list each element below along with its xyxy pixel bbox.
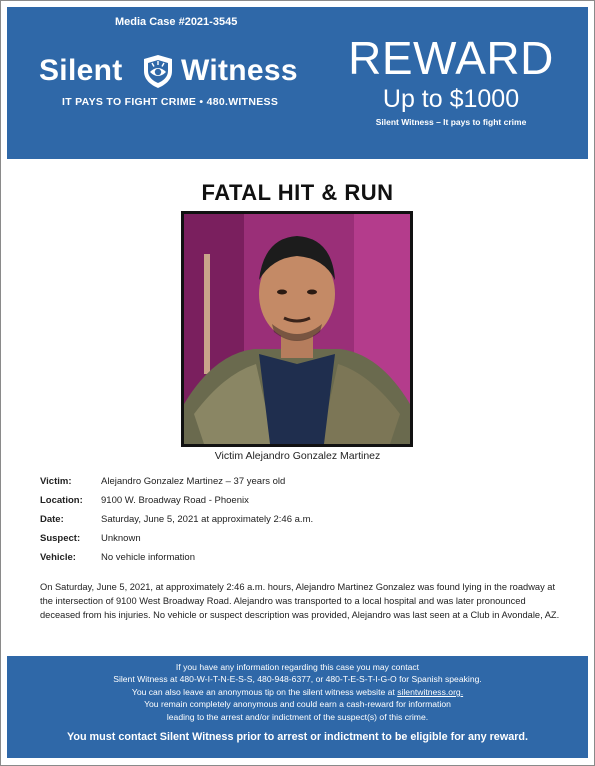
footer-line-website: [7, 686, 588, 698]
case-details: [40, 476, 560, 571]
reward-amount: Up to $1000: [382, 85, 520, 113]
detail-value: Alejandro Gonzalez Martinez – 37 years old: [101, 476, 286, 487]
footer-line-arrest: leading to the arrest and/or indictment of the suspect(s) of this crime.: [166, 711, 429, 722]
case-title: FATAL HIT & RUN: [201, 180, 394, 205]
logo-word-left: Silent: [39, 54, 123, 87]
footer-eligibility-notice: You must contact Silent Witness prior to arrest or indictment to be eligible for any reward.: [66, 731, 529, 744]
detail-row-date: [40, 514, 560, 533]
detail-label: Date:: [40, 514, 64, 525]
victim-photo: [181, 211, 413, 447]
detail-row-location: [40, 495, 560, 514]
footer-website-text: You can also leave an anonymous tip on the silent witness website at: [131, 686, 398, 697]
footer-line-contact: If you have any information regarding this case you may contact: [175, 662, 420, 672]
detail-value: Saturday, June 5, 2021 at approximately 2:46 a.m.: [101, 514, 314, 525]
detail-row-suspect: [40, 533, 560, 552]
website-link[interactable]: silentwitness.org.: [397, 686, 464, 697]
detail-row-vehicle: [40, 552, 560, 571]
detail-label: Victim:: [40, 476, 72, 487]
reward-subtitle: Silent Witness – It pays to fight crime: [375, 117, 527, 127]
detail-value: 9100 W. Broadway Road - Phoenix: [101, 495, 249, 506]
detail-label: Vehicle:: [40, 552, 76, 563]
detail-row-victim: [40, 476, 560, 495]
footer-line-anonymous: You remain completely anonymous and could earn a cash-reward for information: [144, 699, 451, 710]
detail-label: Location:: [40, 495, 83, 506]
case-narrative: On Saturday, June 5, 2021, at approximately 2:46 a.m. hours, Alejandro Martinez Gonzalez was found lying in the roadway at the intersection of 9100 West Broadway Road. Alejandro was transported to a local hospital and was later pronounced deceased from his injuries. No vehicle or suspect description was provided, Alejandro was last seen at a Club in Avondale, AZ.: [40, 582, 560, 620]
shield-eye-icon: [141, 53, 175, 89]
detail-value: Unknown: [101, 533, 141, 544]
media-case-number: Media Case #2021-3545: [115, 16, 238, 28]
footer-banner: [7, 656, 588, 758]
photo-caption: Victim Alejandro Gonzalez Martinez: [214, 450, 381, 462]
header-banner: [7, 7, 588, 159]
logo-word-right: Witness: [181, 54, 298, 87]
reward-title: REWARD: [348, 32, 554, 84]
victim-portrait-image: [184, 214, 410, 444]
detail-value: No vehicle information: [101, 552, 195, 563]
footer-line-phone: Silent Witness at 480-W-I-T-N-E-S-S, 480-948-6377, or 480-T-E-S-T-I-G-O for Spanish speaking.: [113, 674, 482, 685]
detail-label: Suspect:: [40, 533, 81, 544]
tagline: IT PAYS TO FIGHT CRIME • 480.WITNESS: [62, 96, 279, 108]
